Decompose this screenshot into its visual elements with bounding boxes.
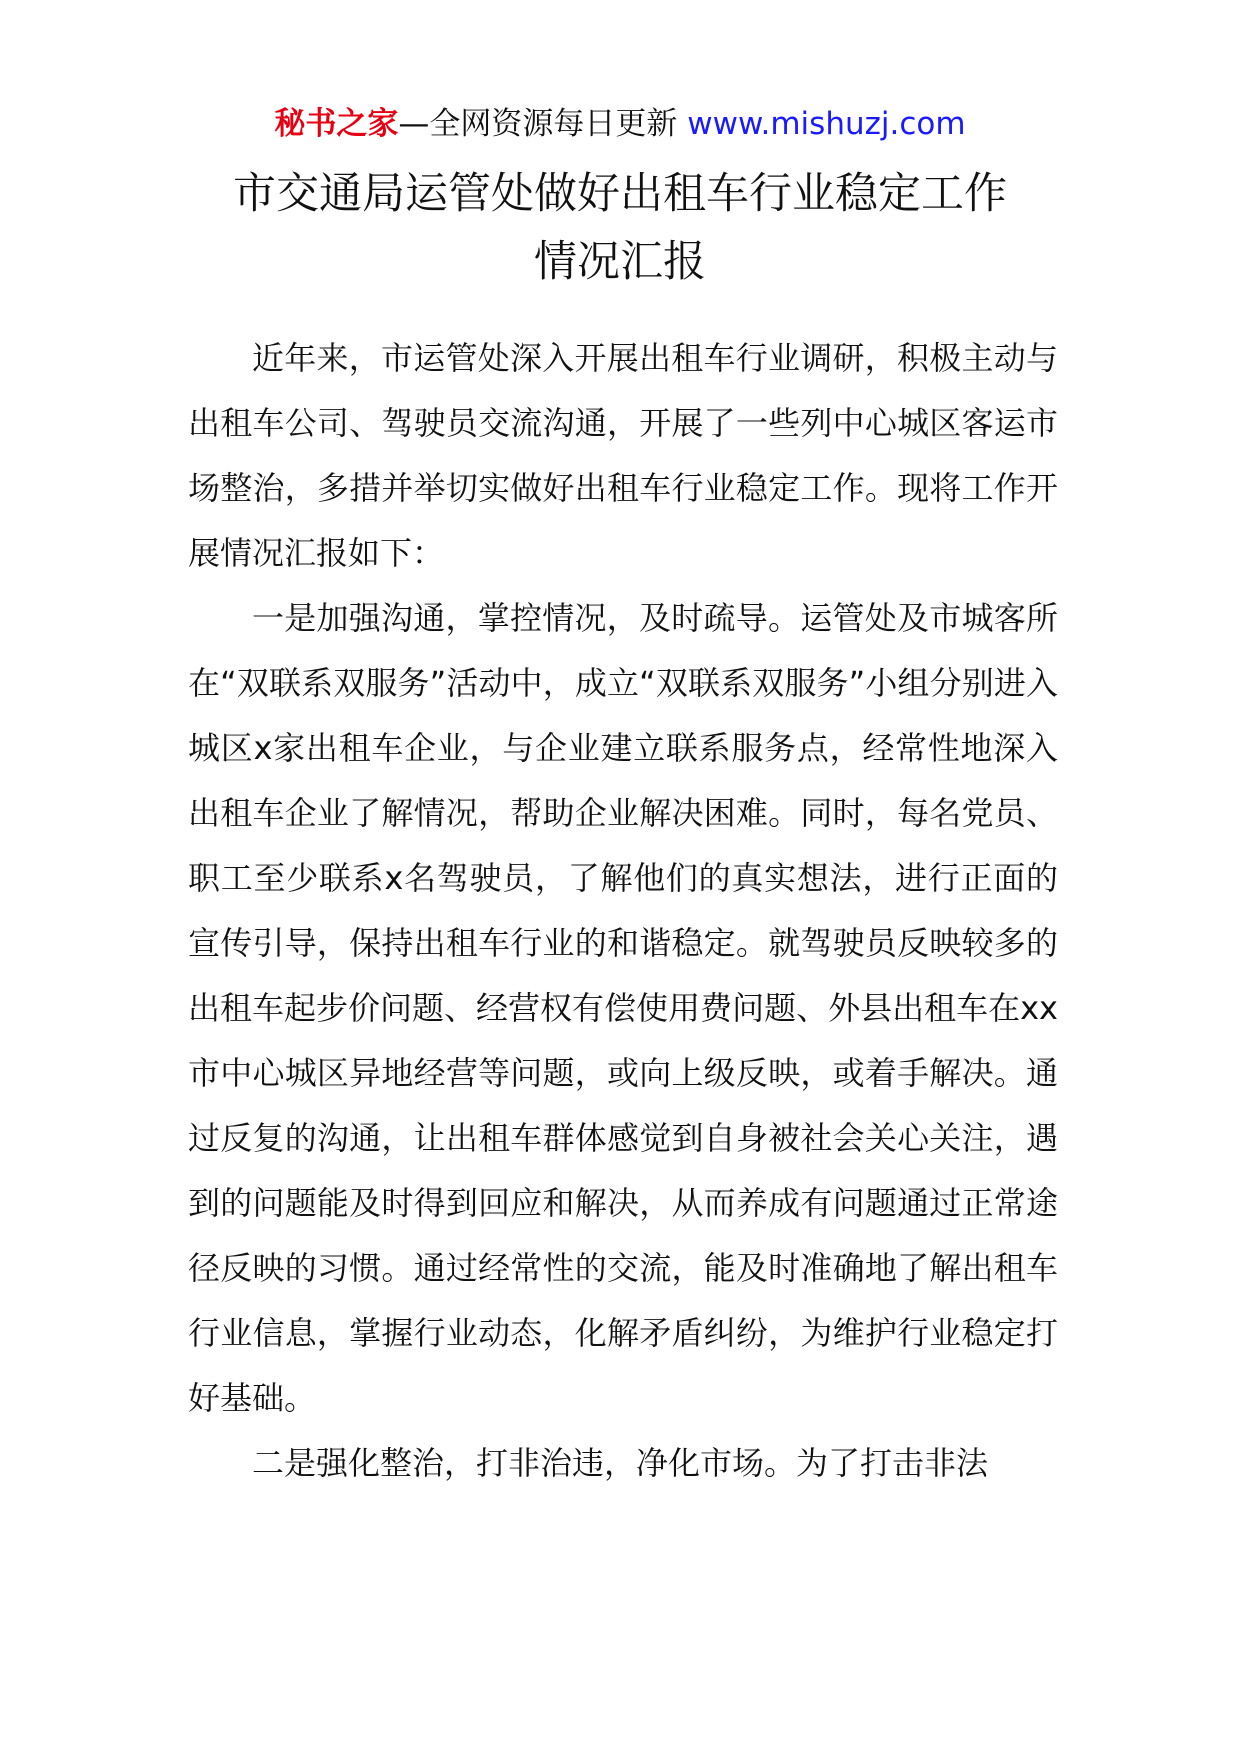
document-title-line-1: 市交通局运管处做好出租车行业稳定工作 (233, 169, 1007, 219)
paragraph-point-1: 一是加强沟通，掌控情况，及时疏导。运管处及市城客所在“双联系双服务”活动中，成立“双联系双服务”小组分别进入城区x家出租车企业，与企业建立联系服务点，经常性地深入出租车企业了解情况，帮助企业解决困难。同时，每名党员、职工至少联系x名驾驶员，了解他们的真实想法，进行正面的宣传引导，保持出租车行业的和谐稳定。就驾驶员反映较多的出租车起步价问题、经营权有偿使用费问题、外县出租车在xx市中心城区异地经营等问题，或向上级反映，或着手解决。通过反复的沟通，让出租车群体感觉到自身被社会关心关注，遇到的问题能及时得到回应和解决，从而养成有问题通过正常途径反映的习惯。通过经常性的交流，能及时准确地了解出租车行业信息，掌握行业动态，化解矛盾纠纷，为维护行业稳定打好基础。 (188, 599, 1058, 1417)
document-body (188, 326, 1058, 1496)
site-header (0, 102, 1240, 146)
document-title-line-2: 情况汇报 (534, 237, 706, 287)
header-slogan: —全网资源每日更新 (398, 106, 688, 142)
document-title (150, 160, 1090, 296)
site-url-link[interactable]: www.mishuzj.com (687, 106, 966, 142)
paragraph-point-2: 二是强化整治，打非治违，净化市场。为了打击非法 (252, 1444, 989, 1482)
brand-name: 秘书之家 (274, 106, 399, 142)
paragraph-intro: 近年来，市运管处深入开展出租车行业调研，积极主动与出租车公司、驾驶员交流沟通，开展了一些列中心城区客运市场整治，多措并举切实做好出租车行业稳定工作。现将工作开展情况汇报如下： (188, 339, 1058, 572)
